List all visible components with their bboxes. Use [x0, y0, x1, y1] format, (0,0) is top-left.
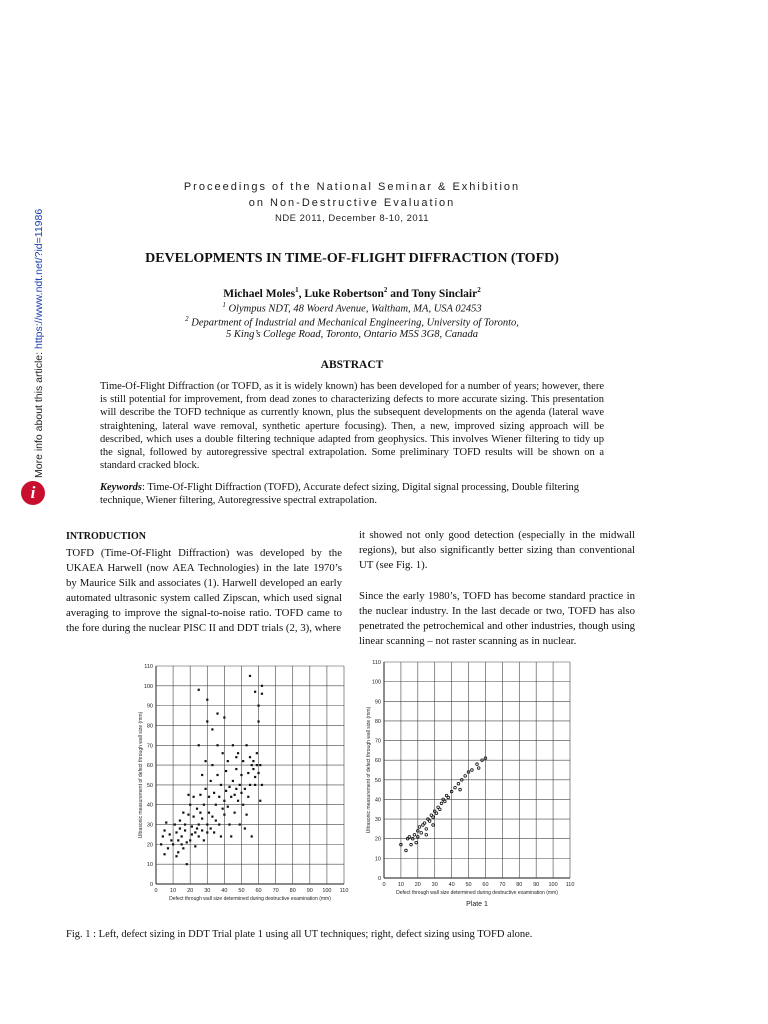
- data-point: [162, 835, 164, 837]
- data-point: [230, 796, 232, 798]
- proceedings-line-1: Proceedings of the National Seminar & Exhibition: [183, 181, 521, 193]
- data-point: [175, 831, 177, 833]
- data-point: [244, 788, 246, 790]
- keywords-label: Keywords: [100, 482, 142, 493]
- data-point: [191, 833, 193, 835]
- data-point: [189, 839, 191, 841]
- data-point: [228, 823, 230, 825]
- data-point: [186, 841, 188, 843]
- data-point: [420, 832, 423, 835]
- intro-column-2-para-1: it showed not only good detection (especially in the midwall regions), but also significantly better sizing than conventional UT (see Fig. 1).: [359, 529, 635, 572]
- data-point: [203, 804, 205, 806]
- data-point: [203, 839, 205, 841]
- data-point: [204, 788, 206, 790]
- data-point: [211, 764, 213, 766]
- data-point: [196, 827, 198, 829]
- data-point: [165, 821, 167, 823]
- data-point: [222, 752, 224, 754]
- x-tick-label: 0: [382, 882, 386, 888]
- data-point: [254, 776, 256, 778]
- data-point: [259, 800, 261, 802]
- x-tick-label: 100: [322, 888, 332, 894]
- data-point: [237, 752, 239, 754]
- data-point: [261, 784, 263, 786]
- data-point: [198, 689, 200, 691]
- data-point: [167, 847, 169, 849]
- data-point: [175, 855, 177, 857]
- x-tick-label: 10: [170, 888, 177, 894]
- affiliation-text: Department of Industrial and Mechanical Engineering, University of Toronto,: [188, 317, 519, 329]
- data-point: [432, 824, 435, 827]
- data-point: [459, 788, 462, 791]
- figure-1-right-scatter: [358, 654, 576, 916]
- y-tick-label: 110: [144, 664, 153, 670]
- data-point: [245, 744, 247, 746]
- data-point: [232, 744, 234, 746]
- data-point: [439, 808, 442, 811]
- y-tick-label: 20: [146, 842, 153, 849]
- data-point: [211, 728, 213, 730]
- data-point: [405, 849, 408, 852]
- data-point: [172, 843, 174, 845]
- conference-date: NDE 2011, December 8-10, 2011: [274, 213, 430, 224]
- data-point: [251, 835, 253, 837]
- x-tick-label: 50: [238, 888, 245, 894]
- data-point: [413, 834, 416, 837]
- affiliation-2: [0, 315, 704, 329]
- x-tick-label: 40: [448, 882, 455, 888]
- x-tick-label: 90: [306, 888, 313, 894]
- data-point: [256, 752, 258, 754]
- data-point: [425, 828, 428, 831]
- x-tick-label: 30: [204, 888, 211, 894]
- data-point: [182, 812, 184, 814]
- data-point: [245, 814, 247, 816]
- x-tick-label: 50: [465, 882, 472, 888]
- data-point: [220, 784, 222, 786]
- data-point: [444, 800, 447, 803]
- y-tick-label: 0: [377, 876, 381, 882]
- data-point: [223, 800, 225, 802]
- abstract-heading: ABSTRACT: [320, 359, 384, 371]
- affiliation-2-cont: 5 King’s College Road, Toronto, Ontario M5S 3G8, Canada: [226, 329, 478, 340]
- data-point: [242, 804, 244, 806]
- data-point: [215, 804, 217, 806]
- data-point: [432, 816, 435, 819]
- data-point: [182, 847, 184, 849]
- data-point: [235, 756, 237, 758]
- y-tick-label: 90: [374, 699, 381, 706]
- y-tick-label: 40: [374, 797, 381, 804]
- data-point: [418, 826, 421, 829]
- data-point: [198, 823, 200, 825]
- data-point: [163, 829, 165, 831]
- data-point: [408, 835, 411, 838]
- data-point: [428, 820, 431, 823]
- data-point: [249, 756, 251, 758]
- y-tick-label: 40: [146, 802, 153, 809]
- data-point: [471, 769, 474, 772]
- data-point: [206, 831, 208, 833]
- data-point: [220, 835, 222, 837]
- x-tick-label: 100: [548, 882, 558, 888]
- x-tick-label: 70: [499, 882, 506, 888]
- data-point: [234, 794, 236, 796]
- author-affil-sup: 1: [295, 286, 299, 294]
- data-point: [184, 823, 186, 825]
- x-tick-label: 0: [154, 888, 158, 894]
- x-tick-label: 110: [339, 888, 349, 894]
- data-point: [201, 774, 203, 776]
- data-point: [425, 834, 428, 837]
- y-tick-label: 80: [374, 718, 381, 725]
- data-point: [235, 768, 237, 770]
- data-point: [199, 812, 201, 814]
- author-name: Luke Robertson: [304, 287, 384, 300]
- data-point: [208, 812, 210, 814]
- author-name: Tony Sinclair: [411, 287, 478, 300]
- data-point: [179, 827, 181, 829]
- data-point: [249, 675, 251, 677]
- paper-title: DEVELOPMENTS IN TIME-OF-FLIGHT DIFFRACTION (TOFD): [145, 251, 559, 266]
- data-point: [240, 792, 242, 794]
- y-tick-label: 90: [146, 703, 153, 710]
- data-point: [218, 796, 220, 798]
- data-point: [210, 827, 212, 829]
- data-point: [169, 833, 171, 835]
- y-tick-label: 0: [149, 882, 153, 888]
- article-url-link[interactable]: https://www.ndt.net/?id=11986: [33, 208, 45, 350]
- data-point: [259, 764, 261, 766]
- figure-1-left-scatter: [124, 656, 350, 916]
- data-point: [476, 763, 479, 766]
- data-point: [216, 712, 218, 714]
- affiliation-sup: 1: [222, 301, 226, 309]
- keywords-text: : Time-Of-Flight Diffraction (TOFD), Accurate defect sizing, Digital signal processing, Double filtering technique, Wiener filtering, Autoregressive spectral extrapolation.: [100, 482, 580, 507]
- author-affil-sup: 2: [477, 286, 481, 294]
- data-point: [230, 835, 232, 837]
- data-point: [189, 804, 191, 806]
- data-point: [186, 863, 188, 865]
- author-list: [0, 286, 704, 300]
- author-separator: and: [387, 287, 412, 300]
- data-point: [215, 819, 217, 821]
- data-point: [196, 808, 198, 810]
- data-points: [400, 757, 487, 852]
- y-tick-label: 70: [374, 738, 381, 745]
- data-point: [179, 819, 181, 821]
- data-point: [261, 685, 263, 687]
- x-tick-label: 40: [221, 888, 228, 894]
- data-point: [208, 796, 210, 798]
- intro-column-2-para-2: Since the early 1980’s, TOFD has become standard practice in the nuclear industry. In the last decade or two, TOFD has also penetrated the petrochemical and other industries, though using linear scanning – not raster scanning as in nuclear.: [359, 590, 635, 648]
- x-tick-label: 20: [187, 888, 194, 894]
- data-point: [193, 816, 195, 818]
- data-point: [251, 764, 253, 766]
- data-point: [477, 767, 480, 770]
- data-point: [187, 794, 189, 796]
- data-point: [191, 825, 193, 827]
- y-tick-label: 20: [374, 836, 381, 843]
- data-point: [423, 822, 426, 825]
- data-point: [242, 760, 244, 762]
- sidebar-article-link[interactable]: [33, 209, 45, 478]
- y-tick-label: 10: [374, 856, 381, 863]
- data-point: [184, 829, 186, 831]
- data-point: [247, 772, 249, 774]
- data-point: [454, 786, 457, 789]
- data-point: [170, 839, 172, 841]
- data-point: [199, 794, 201, 796]
- data-point: [254, 691, 256, 693]
- keywords: [100, 481, 604, 507]
- x-tick-label: 20: [414, 882, 421, 888]
- data-point: [181, 843, 183, 845]
- proceedings-line-2: on Non-Destructive Evaluation: [248, 197, 456, 209]
- data-point: [457, 782, 460, 785]
- y-tick-label: 80: [146, 723, 153, 730]
- data-point: [194, 845, 196, 847]
- data-point: [204, 760, 206, 762]
- data-point: [210, 780, 212, 782]
- data-point: [240, 774, 242, 776]
- data-point: [177, 851, 179, 853]
- y-tick-label: 10: [146, 862, 153, 869]
- x-tick-label: 80: [289, 888, 296, 894]
- x-tick-label: 10: [397, 882, 404, 888]
- data-point: [254, 784, 256, 786]
- grid: [156, 666, 344, 884]
- affiliation-text: Olympus NDT, 48 Woerd Avenue, Waltham, MA, USA 02453: [225, 303, 482, 315]
- x-tick-label: 70: [272, 888, 279, 894]
- abstract-text: Time-Of-Flight Diffraction (or TOFD, as it is widely known) has been developed for a number of years; however, there is still potential for improvement, from dead zones to characterizing defects to more accurate sizing. This presentation will describe the TOFD technique as currently known, plus the subsequent developments on the agenda (lateral wave straightening, lateral wave removal, synthetic aperture focusing). Then, a new, improved sizing approach will be described, which uses a double filtering technique adapted from geophysics. This involves Wiener filtering to tidy up the signal, followed by autoregressive spectral extrapolation. Some preliminary TOFD results will be shown on a standard cracked block.: [100, 381, 604, 472]
- data-point: [237, 800, 239, 802]
- data-point: [198, 835, 200, 837]
- data-point: [415, 841, 418, 844]
- data-point: [252, 760, 254, 762]
- author-affil-sup: 2: [383, 286, 388, 294]
- figure-caption: Fig. 1 : Left, defect sizing in DDT Trial plate 1 using all UT techniques; right, defect sizing using TOFD alone.: [66, 929, 533, 940]
- data-point: [232, 780, 234, 782]
- data-point: [193, 796, 195, 798]
- data-point: [213, 792, 215, 794]
- data-point: [410, 843, 413, 846]
- affiliation-1: [0, 301, 704, 315]
- y-tick-label: 50: [374, 777, 381, 784]
- info-icon[interactable]: i: [21, 481, 45, 505]
- data-point: [257, 772, 259, 774]
- data-point: [239, 784, 241, 786]
- y-tick-label: 60: [146, 763, 153, 770]
- y-axis-label: Ultrasonic measurement of defect through wall size (mm): [366, 706, 372, 834]
- data-point: [216, 744, 218, 746]
- x-tick-label: 90: [533, 882, 540, 888]
- data-point: [227, 806, 229, 808]
- data-point: [261, 693, 263, 695]
- data-point: [234, 812, 236, 814]
- author-name: Michael Moles: [223, 287, 296, 300]
- data-point: [235, 788, 237, 790]
- x-axis-label: Defect through wall size determined during destructive examination (mm): [169, 896, 331, 902]
- y-tick-label: 100: [371, 679, 381, 686]
- data-point: [247, 796, 249, 798]
- y-tick-label: 30: [146, 822, 153, 829]
- data-points: [160, 675, 263, 865]
- data-point: [223, 814, 225, 816]
- section-heading-introduction: INTRODUCTION: [66, 531, 147, 542]
- x-axis-label: Defect through wall size determined during destructive examination (mm): [396, 890, 558, 896]
- data-point: [225, 770, 227, 772]
- author-separator: ,: [298, 287, 305, 300]
- x-tick-label: 60: [482, 882, 489, 888]
- data-point: [228, 786, 230, 788]
- data-point: [160, 843, 162, 845]
- data-point: [257, 720, 259, 722]
- data-point: [435, 812, 438, 815]
- data-point: [244, 827, 246, 829]
- data-point: [163, 853, 165, 855]
- data-point: [222, 808, 224, 810]
- data-point: [206, 699, 208, 701]
- x-tick-label: 110: [565, 882, 575, 888]
- y-tick-label: 100: [143, 683, 153, 690]
- data-point: [187, 814, 189, 816]
- data-point: [252, 768, 254, 770]
- data-point: [201, 829, 203, 831]
- data-point: [249, 784, 251, 786]
- y-tick-label: 30: [374, 817, 381, 824]
- data-point: [447, 796, 450, 799]
- intro-column-1: TOFD (Time-Of-Flight Diffraction) was developed by the UKAEA Harwell (now AEA Technologies) in the late 1970’s by Maurice Silk and associates (1). Harwell developed an early automated ultrasonic system called Zipscan, which used signal averaging to improve the signal-to-noise ratio. TOFD came to the fore during the nuclear PISC II and DDT trials (2, 3), where: [66, 547, 342, 635]
- data-point: [216, 774, 218, 776]
- x-tick-label: 80: [516, 882, 523, 888]
- data-point: [194, 831, 196, 833]
- data-point: [206, 823, 208, 825]
- data-point: [223, 716, 225, 718]
- data-point: [440, 802, 443, 805]
- x-tick-label: 60: [255, 888, 262, 894]
- data-point: [206, 720, 208, 722]
- data-point: [218, 823, 220, 825]
- data-point: [257, 705, 259, 707]
- chart-title: Plate 1: [466, 901, 488, 908]
- data-point: [256, 764, 258, 766]
- data-point: [464, 775, 467, 778]
- data-point: [227, 760, 229, 762]
- data-point: [181, 835, 183, 837]
- affiliation-sup: 2: [185, 315, 189, 323]
- y-tick-label: 60: [374, 758, 381, 765]
- data-point: [174, 823, 176, 825]
- data-point: [201, 818, 203, 820]
- y-axis-label: Ultrasonic measurement of defect through wall size (mm): [138, 711, 144, 839]
- sidebar-prefix: More info about this article:: [33, 349, 45, 478]
- data-point: [225, 790, 227, 792]
- y-tick-label: 110: [372, 660, 381, 666]
- data-point: [177, 839, 179, 841]
- x-tick-label: 30: [431, 882, 438, 888]
- data-point: [213, 831, 215, 833]
- data-point: [239, 823, 241, 825]
- y-tick-label: 70: [146, 743, 153, 750]
- y-tick-label: 50: [146, 782, 153, 789]
- data-point: [211, 816, 213, 818]
- data-point: [198, 744, 200, 746]
